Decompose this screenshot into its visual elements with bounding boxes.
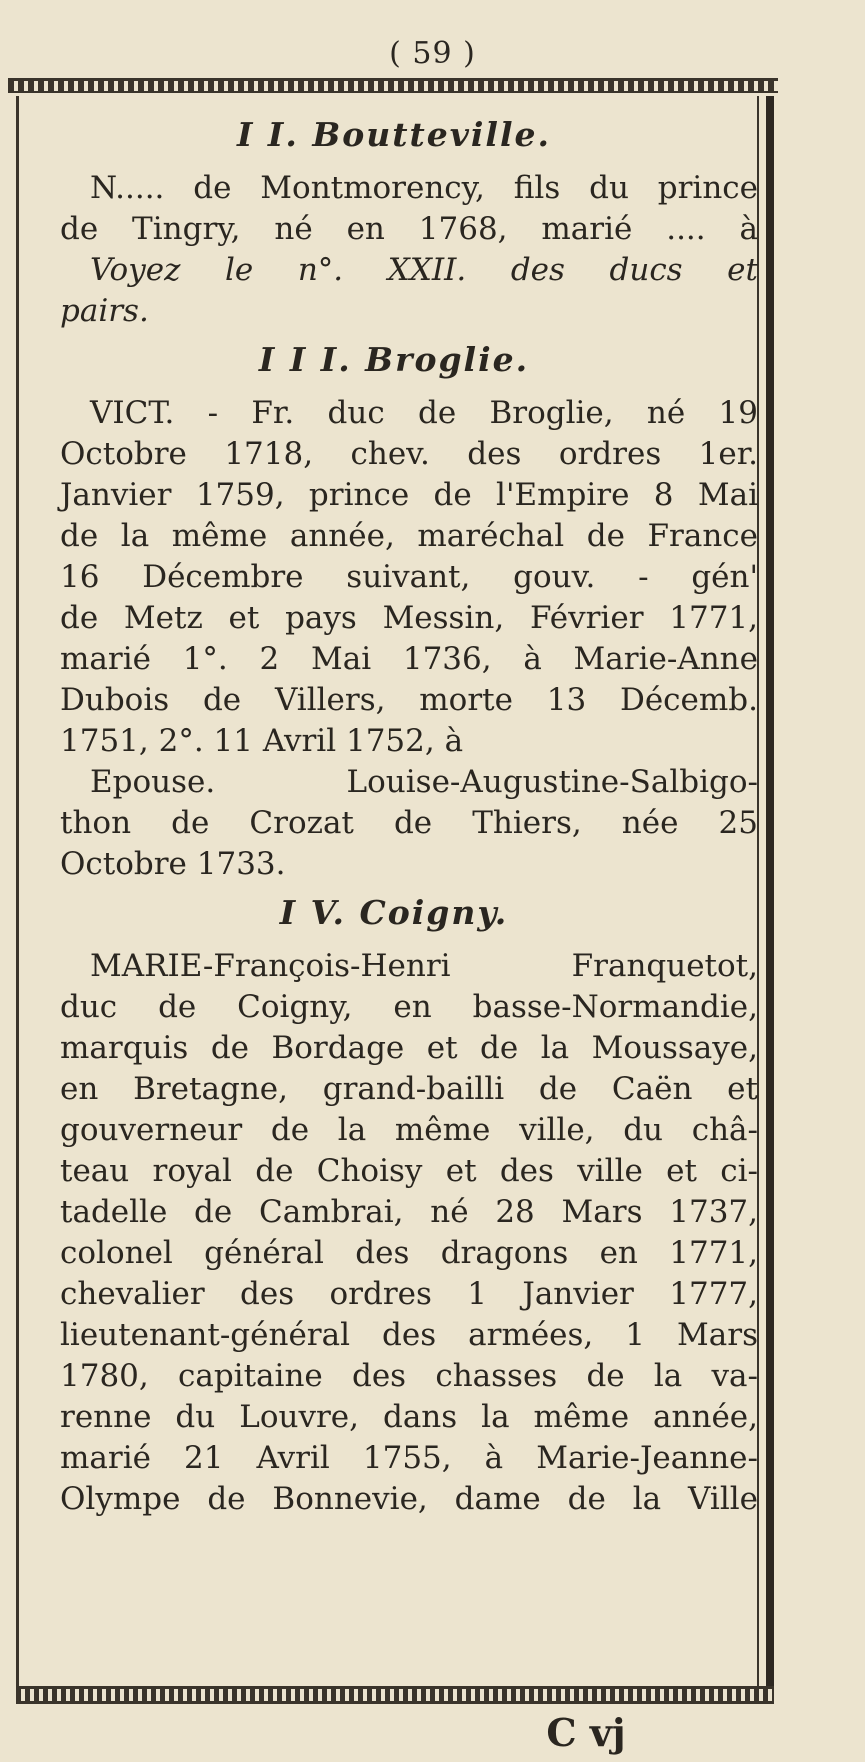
frame-right-rule (766, 96, 774, 1696)
section-boutteville (30, 115, 758, 332)
text-line: Octobre 1718, chev. des ordres 1er. (60, 436, 758, 472)
text-line: MARIE-François-Henri Franquetot, (90, 948, 758, 984)
section-heading: I I I. Broglie. (258, 340, 530, 379)
signature-mark: C vj (546, 1710, 626, 1755)
text-line: marquis de Bordage et de la Moussaye, (60, 1030, 758, 1066)
section-text (30, 946, 758, 1520)
page-body (30, 115, 758, 1520)
text-line: de la même année, maréchal de France (60, 518, 758, 554)
section-heading: I V. Coigny. (279, 893, 509, 932)
page-number: ( 59 ) (389, 36, 476, 71)
bottom-ornament-rule (16, 1686, 774, 1704)
text-line: en Bretagne, grand-bailli de Caën et (60, 1071, 758, 1107)
text-line: 1751, 2°. 11 Avril 1752, à (60, 723, 464, 759)
text-line: Janvier 1759, prince de l'Empire 8 Mai (60, 477, 758, 513)
text-line: de Tingry, né en 1768, marié .... à (60, 211, 758, 247)
text-line: Voyez le n°. XXII. des ducs et (90, 252, 758, 288)
text-line: Dubois de Villers, morte 13 Décemb. (60, 682, 758, 718)
text-line: marié 21 Avril 1755, à Marie-Jeanne- (60, 1440, 758, 1476)
text-line: N..... de Montmorency, fils du prince (90, 170, 758, 206)
text-line: marié 1°. 2 Mai 1736, à Marie-Anne (60, 641, 758, 677)
text-line: 1780, capitaine des chasses de la va- (60, 1358, 758, 1394)
text-line: tadelle de Cambrai, né 28 Mars 1737, (60, 1194, 758, 1230)
text-line: VICT. - Fr. duc de Broglie, né 19 (90, 395, 758, 431)
frame-left-rule (16, 96, 19, 1696)
text-line: colonel général des dragons en 1771, (60, 1235, 758, 1271)
top-ornament-rule (8, 78, 778, 93)
text-line: Epouse. Louise-Augustine-Salbigo- (90, 764, 758, 800)
text-line: gouverneur de la même ville, du châ- (60, 1112, 758, 1148)
section-heading: I I. Boutteville. (237, 115, 551, 154)
text-line: pairs. (60, 293, 149, 329)
text-line: duc de Coigny, en basse-Normandie, (60, 989, 758, 1025)
text-line: lieutenant-général des armées, 1 Mars (60, 1317, 758, 1353)
section-text (30, 168, 758, 332)
section-broglie (30, 340, 758, 885)
text-line: renne du Louvre, dans la même année, (60, 1399, 758, 1435)
section-coigny (30, 893, 758, 1520)
text-line: Octobre 1733. (60, 846, 286, 882)
text-line: teau royal de Choisy et des ville et ci- (60, 1153, 758, 1189)
text-line: 16 Décembre suivant, gouv. - gén' (60, 559, 758, 595)
section-text (30, 393, 758, 885)
text-line: chevalier des ordres 1 Janvier 1777, (60, 1276, 758, 1312)
text-line: de Metz et pays Messin, Février 1771, (60, 600, 758, 636)
text-line: Olympe de Bonnevie, dame de la Ville (60, 1481, 758, 1517)
text-line: thon de Crozat de Thiers, née 25 (60, 805, 758, 841)
